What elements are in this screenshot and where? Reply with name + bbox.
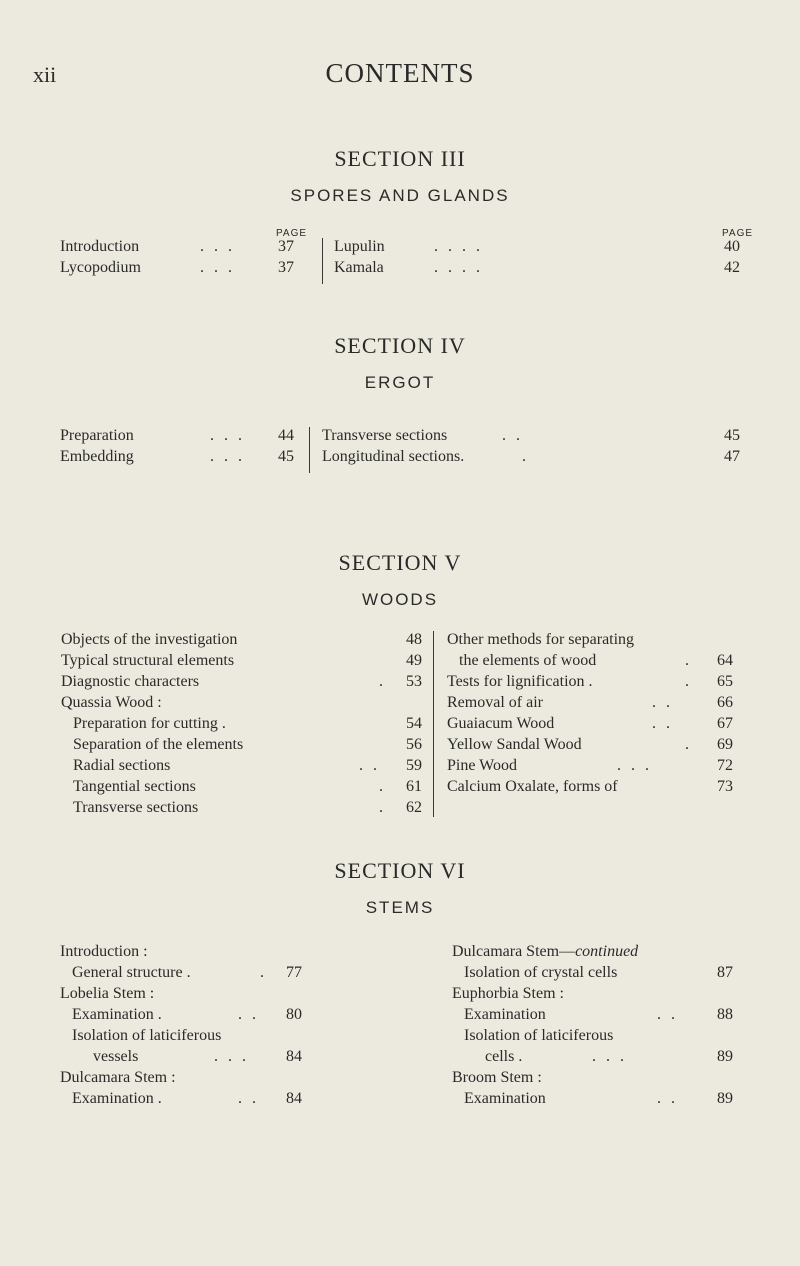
column-divider	[322, 238, 323, 284]
section-iv	[0, 333, 800, 393]
page-column-label: PAGE	[722, 228, 754, 239]
toc-entry: Kamala . . . . 42	[334, 259, 740, 276]
section-subtitle: SPORES AND GLANDS	[290, 186, 510, 205]
toc-entry: Pine Wood . . . 72	[447, 757, 733, 774]
section-title: SECTION III	[334, 146, 466, 171]
toc-entry: Examination . . 89	[464, 1090, 733, 1107]
page-header	[0, 58, 800, 92]
toc-entry: Removal of air . . 66	[447, 694, 733, 711]
toc-entry: Calcium Oxalate, forms of 73	[447, 778, 733, 795]
toc-entry: Preparation for cutting . 54	[73, 715, 422, 732]
left-column	[60, 943, 400, 1111]
section-vi	[0, 858, 800, 918]
column-divider	[433, 631, 434, 817]
toc-entry: Other methods for separating	[447, 631, 635, 648]
toc-entry: Lupulin . . . . 40	[334, 238, 740, 255]
page-column-label: PAGE	[276, 228, 308, 239]
toc-entry: Longitudinal sections. . 47	[322, 448, 740, 465]
toc-entry: Transverse sections . 62	[73, 799, 422, 816]
toc-entry: Broom Stem :	[452, 1069, 542, 1086]
toc-entry: Dulcamara Stem—continued	[452, 943, 639, 960]
toc-entry: Tests for lignification . . 65	[447, 673, 733, 690]
toc-entry: Transverse sections . . 45	[322, 427, 740, 444]
section-subtitle: ERGOT	[364, 373, 436, 392]
column-divider	[309, 427, 310, 473]
toc-entry: Examination . . . 80	[72, 1006, 302, 1023]
section-v	[0, 550, 800, 610]
toc-entry: the elements of wood . 64	[459, 652, 733, 669]
toc-entry: Introduction . . . 37	[60, 238, 294, 255]
page-number: xii	[33, 62, 57, 87]
toc-entry: Embedding . . . 45	[60, 448, 294, 465]
toc-entry: General structure . . 77	[72, 964, 302, 981]
left-column	[60, 427, 300, 469]
toc-entry: Isolation of crystal cells 87	[464, 964, 733, 981]
toc-entry: cells . . . . 89	[485, 1048, 733, 1065]
toc-entry: Tangential sections . 61	[73, 778, 422, 795]
right-column	[334, 238, 754, 280]
toc-entry: Introduction :	[60, 943, 148, 960]
toc-entry: Examination . . . 84	[72, 1090, 302, 1107]
toc-entry: Lobelia Stem :	[60, 985, 155, 1002]
toc-entry: Isolation of laticiferous	[464, 1027, 614, 1044]
section-title: SECTION IV	[334, 333, 466, 358]
toc-entry: Isolation of laticiferous	[72, 1027, 222, 1044]
toc-entry: Examination . . 88	[464, 1006, 733, 1023]
toc-entry: Euphorbia Stem :	[452, 985, 564, 1002]
toc-entry: Dulcamara Stem :	[60, 1069, 176, 1086]
section-iii	[0, 146, 800, 206]
right-column	[452, 943, 772, 1111]
toc-entry: Yellow Sandal Wood . 69	[447, 736, 733, 753]
toc-entry: Radial sections . . 59	[73, 757, 422, 774]
section-subtitle: STEMS	[365, 898, 435, 917]
toc-entry: Diagnostic characters . 53	[61, 673, 422, 690]
left-column	[60, 238, 300, 280]
toc-entry: vessels . . . 84	[93, 1048, 302, 1065]
toc-entry: Separation of the elements 56	[73, 736, 422, 753]
right-column	[447, 631, 767, 799]
toc-entry: Objects of the investigation 48	[61, 631, 422, 648]
right-column	[322, 427, 742, 469]
toc-entry: Typical structural elements 49	[61, 652, 422, 669]
toc-entry: Lycopodium . . . 37	[60, 259, 294, 276]
section-title: SECTION VI	[334, 858, 466, 883]
toc-entry: Preparation . . . 44	[60, 427, 294, 444]
section-subtitle: WOODS	[361, 590, 439, 609]
section-title: SECTION V	[338, 550, 462, 575]
toc-entry: Quassia Wood :	[61, 694, 162, 711]
running-title: CONTENTS	[325, 58, 475, 88]
left-column	[61, 631, 422, 820]
toc-entry: Guaiacum Wood . . 67	[447, 715, 733, 732]
